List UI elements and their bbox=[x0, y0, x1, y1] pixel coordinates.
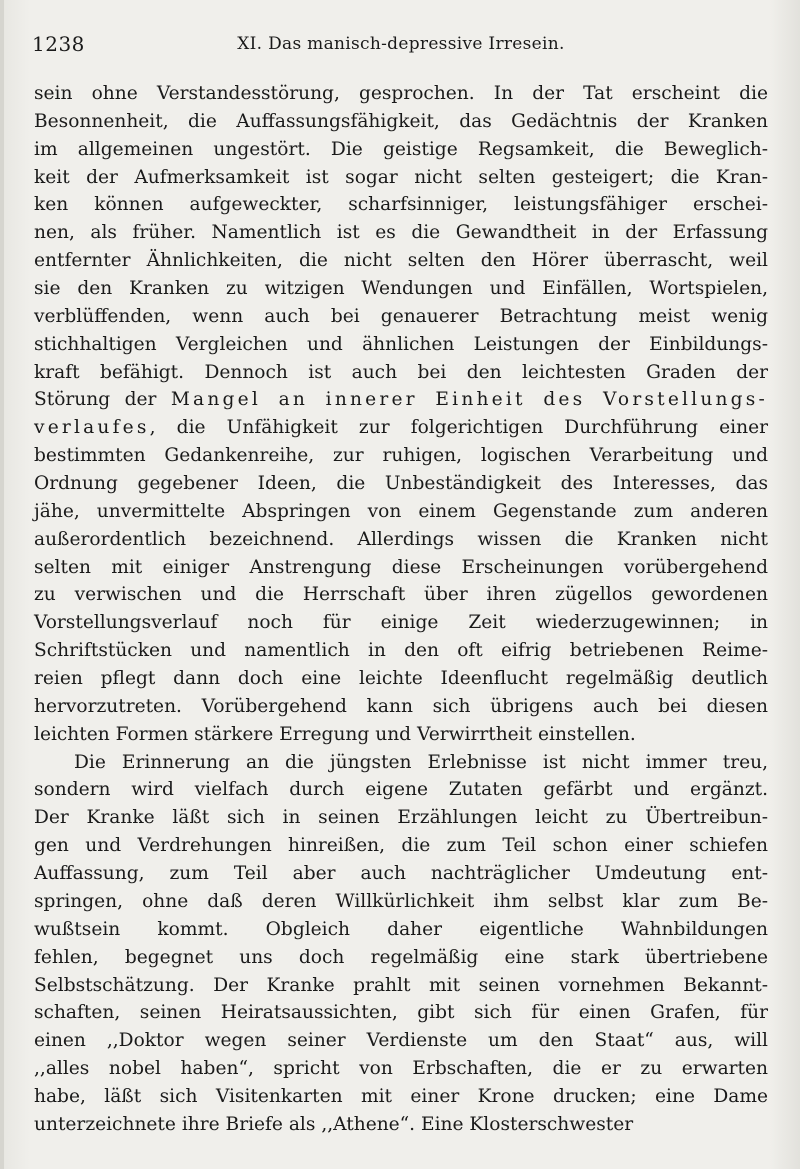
line-text: außerordentlich bezeichnend. Allerdings wissen die Kranken nicht bbox=[34, 528, 768, 550]
text-line bbox=[34, 331, 768, 359]
line-text: stichhaltigen Vergleichen und ähnlichen Leistungen der Einbildungs- bbox=[34, 333, 768, 355]
text-line bbox=[34, 386, 768, 414]
text-line bbox=[34, 414, 768, 442]
text-line bbox=[34, 804, 768, 832]
line-text: wußtsein kommt. Obgleich daher eigentliche Wahnbildungen bbox=[34, 918, 768, 940]
text-line bbox=[34, 1027, 768, 1055]
paragraph bbox=[34, 749, 768, 1139]
line-text: sie den Kranken zu witzigen Wendungen und Einfällen, Wortspielen, bbox=[34, 278, 768, 300]
text-line bbox=[34, 359, 768, 387]
text-line bbox=[34, 693, 768, 721]
line-text: im allgemeinen ungestört. Die geistige Regsamkeit, die Beweglich- bbox=[34, 138, 768, 160]
text-line bbox=[34, 80, 768, 108]
text-line bbox=[34, 1083, 768, 1111]
text-line bbox=[34, 832, 768, 860]
line-text: sein ohne Verstandesstörung, gesprochen. In der Tat erscheint die bbox=[34, 83, 768, 104]
line-text: reien pflegt dann doch eine leichte Ideenflucht regelmäßig deutlich bbox=[34, 668, 768, 690]
line-text: Auffassung, zum Teil aber auch nachträglicher Umdeutung ent- bbox=[34, 863, 768, 885]
text-line bbox=[34, 275, 768, 303]
line-text: verblüffenden, wenn auch bei genauerer Betrachtung meist wenig bbox=[34, 305, 768, 327]
line-text: schaften, seinen Heiratsaussichten, gibt sich für einen Grafen, für bbox=[34, 1002, 768, 1024]
line-text: ken können aufgeweckter, scharfsinniger, leistungsfähiger erschei- bbox=[34, 194, 768, 216]
text-line bbox=[34, 860, 768, 888]
text-line bbox=[34, 526, 768, 554]
line-text: hervorzutreten. Vorübergehend kann sich übrigens auch bei diesen bbox=[34, 695, 768, 717]
line-text: Der Kranke läßt sich in seinen Erzählungen leicht zu Übertreibun- bbox=[34, 807, 768, 829]
line-text: , die Unfähigkeit zur folgerichtigen Durchführung einer bbox=[149, 417, 768, 439]
text-line bbox=[34, 776, 768, 804]
text-line bbox=[34, 749, 768, 777]
line-text: unterzeichnete ihre Briefe als ,,Athene“. Eine Klosterschwester bbox=[34, 1113, 634, 1135]
line-text: selten mit einiger Anstrengung diese Erscheinungen vorübergehend bbox=[34, 556, 768, 578]
text-line bbox=[34, 470, 768, 498]
line-text: springen, ohne daß deren Willkürlichkeit ihm selbst klar zum Be- bbox=[34, 890, 768, 912]
text-line bbox=[34, 721, 768, 749]
text-line bbox=[34, 581, 768, 609]
text-line bbox=[34, 164, 768, 192]
line-text: nen, als früher. Namentlich ist es die Gewandtheit in der Erfassung bbox=[34, 222, 768, 244]
text-line bbox=[34, 1055, 768, 1083]
text-line bbox=[34, 888, 768, 916]
page-header bbox=[32, 32, 770, 60]
page-number: 1238 bbox=[32, 32, 85, 56]
body-text bbox=[34, 80, 768, 1139]
line-text: zu verwischen und die Herrschaft über ihren zügellos gewordenen bbox=[34, 584, 768, 606]
line-text: Störung der bbox=[34, 389, 171, 411]
text-line bbox=[34, 442, 768, 470]
text-line bbox=[34, 609, 768, 637]
text-line bbox=[34, 136, 768, 164]
line-text: fehlen, begegnet uns doch regelmäßig eine stark übertriebene bbox=[34, 946, 768, 968]
spaced-emphasis-text: verlaufes bbox=[34, 417, 150, 439]
text-line bbox=[34, 1111, 768, 1139]
running-title: XI. Das manisch-depressive Irresein. bbox=[237, 34, 565, 54]
text-line bbox=[34, 999, 768, 1027]
line-text: entfernter Ähnlichkeiten, die nicht selten den Hörer überrascht, weil bbox=[34, 250, 768, 272]
text-line bbox=[34, 108, 768, 136]
line-text: Selbstschätzung. Der Kranke prahlt mit seinen vornehmen Bekannt- bbox=[34, 974, 768, 996]
line-text: Ordnung gegebener Ideen, die Unbeständigkeit des Interesses, das bbox=[34, 473, 768, 495]
text-line bbox=[34, 972, 768, 1000]
line-text: kraft befähigt. Dennoch ist auch bei den leichtesten Graden der bbox=[34, 361, 768, 383]
text-line bbox=[34, 554, 768, 582]
line-text: ,,alles nobel haben“, spricht von Erbschaften, die er zu erwarten bbox=[34, 1058, 768, 1080]
line-text: gen und Verdrehungen hinreißen, die zum Teil schon einer schiefen bbox=[34, 835, 768, 857]
line-text: Vorstellungsverlauf noch für einige Zeit wiederzugewinnen; in bbox=[34, 612, 768, 634]
text-line bbox=[34, 303, 768, 331]
line-text: Schriftstücken und namentlich in den oft eifrig betriebenen Reime- bbox=[34, 640, 768, 662]
line-text: leichten Formen stärkere Erregung und Verwirrtheit einstellen. bbox=[34, 723, 636, 745]
line-text: jähe, unvermittelte Abspringen von einem Gegenstande zum anderen bbox=[34, 500, 768, 522]
text-line bbox=[34, 944, 768, 972]
line-text: Besonnenheit, die Auffassungsfähigkeit, das Gedächtnis der Kranken bbox=[34, 110, 768, 132]
text-line bbox=[34, 191, 768, 219]
line-text: habe, läßt sich Visitenkarten mit einer Krone drucken; eine Dame bbox=[34, 1085, 768, 1107]
text-line bbox=[34, 498, 768, 526]
text-line bbox=[34, 637, 768, 665]
spaced-emphasis-text: Mangel an innerer Einheit des Vorstellungs- bbox=[170, 389, 768, 411]
line-text: sondern wird vielfach durch eigene Zutaten gefärbt und ergänzt. bbox=[34, 779, 768, 801]
line-text: einen ,,Doktor wegen seiner Verdienste um den Staat“ aus, will bbox=[34, 1030, 768, 1052]
text-line bbox=[34, 665, 768, 693]
line-text: bestimmten Gedankenreihe, zur ruhigen, logischen Verarbeitung und bbox=[34, 445, 768, 467]
paragraph bbox=[34, 80, 768, 749]
line-text: keit der Aufmerksamkeit ist sogar nicht selten gesteigert; die Kran- bbox=[34, 166, 768, 188]
text-line bbox=[34, 916, 768, 944]
text-line bbox=[34, 247, 768, 275]
text-line bbox=[34, 219, 768, 247]
line-text: Die Erinnerung an die jüngsten Erlebnisse ist nicht immer treu, bbox=[74, 751, 768, 773]
